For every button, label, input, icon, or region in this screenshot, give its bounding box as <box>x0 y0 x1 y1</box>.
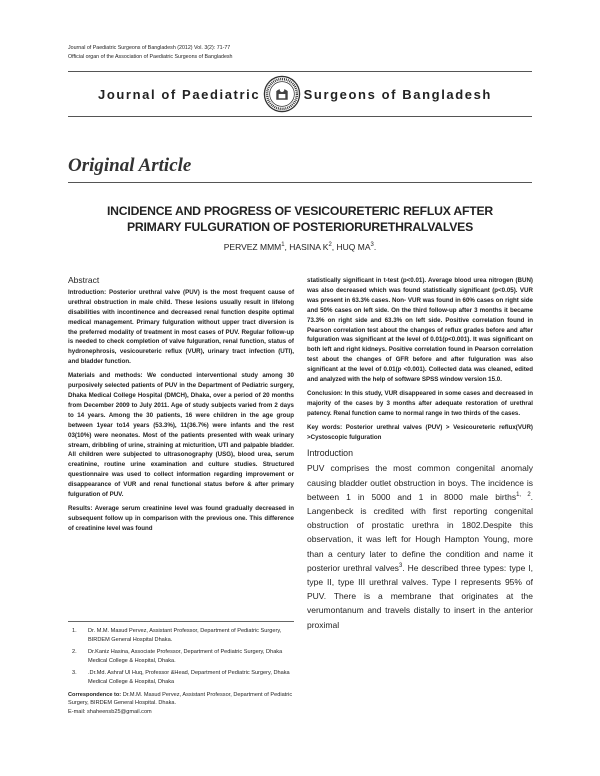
correspondence <box>68 691 294 708</box>
keywords-text: Posterior urethral valves (PUV) > Vesicoureteric reflux(VUR) >Cystoscopic fulguration <box>307 423 533 441</box>
results-text: Average serum creatinine level was found gradually decreased in subsequent follow up in comparison with the previous one. This difference of creatinine level was found <box>68 504 294 532</box>
intro-part-2: . Langenbeck is credited with first reporting congenital obstruction of prostatic urethra in 1802.Despite this observation, it was left for Hough Hampton Young, more than a century later to define the condition and name it posterior urethral valves <box>307 491 533 573</box>
intro-part-1: PUV comprises the most common congenital anomaly causing bladder outlet obstruction in boys. The incidence is between 1 in 5000 and 1 in 8000 male births <box>307 463 533 502</box>
abstract-keywords <box>307 423 533 443</box>
abstract-results <box>68 504 294 534</box>
abstract-methods <box>68 371 294 500</box>
methods-text: We conducted interventional study among 30 purposively selected patients of PUV in the Department of Pediatric surgery, Dhaka Medical College Hospital (DMCH), Dhaka, over a period of 20 months from December 2009 to July 2011. Age of study subjects varied from 2 days to 14 years. Among the 30 patients, 16 were children in the age group between 1year to14 years (53.3%), 11(36.7%) were infants and the rest 03(10%) were neonates. Most of the patients presented with weak urinary stream, dribbling of urine, straining at micturition, UTI and palpable bladder. All children were subjected to ultrasonography (USG), blood urea, serum creatinine, routine urine examination and culture studies. Structured questionnaire was used to collect information regarding improvement or disappearance of VUR and renal functional status before & after primary fulguration of PUV. <box>68 372 294 499</box>
title-line-1: INCIDENCE AND PROGRESS OF VESICOURETERIC REFLUX AFTER <box>107 204 493 218</box>
footnote-text: .Dr.Md. Ashraf Ul Huq, Professor &Head, Department of Pediatric Surgery, Dhaka Medical College & Hospital, Dhaka <box>88 670 290 685</box>
footnote-text: Dr. M.M. Masud Pervez, Assistant Professor, Department of Pediatric Surgery, BIRDEM General Hospital Dhaka. <box>88 628 282 643</box>
author-2-affiliation: 2 <box>328 242 332 249</box>
results-label: Results: <box>68 504 93 512</box>
journal-citation: Journal of Paediatric Surgeons of Bangladesh (2012) Vol. 3(2): 71-77 <box>68 45 231 51</box>
author-list-end: . <box>373 242 377 252</box>
correspondence-label: Correspondence to: <box>68 691 122 698</box>
society-seal-icon <box>263 75 301 113</box>
abstract-results-continued: statistically significant in t-test (p<0.01). Average blood urea nitrogen (BUN) was also decreased which was found statistically significant (p<0.05). VUR was present in 63.3% cases. Non- VUR was found in 60% cases on right side and 50% cases on left side. On the third follow-up after 3 months it became 73.3% on right side and 63.3% on left side. Positive correlation found in Pearson correlation test about the changes of reflux grades before and after fulguration was significant at the level of 0.01(p<0.001). It was significant on both left and right kidneys. Positive correlation found in Pearson correlation test about the changes of GFR before and after fulguration was also significant at the level of 0.01(p <0.001). Collected data was cleaned, edited and analyzed with the help of software SPSS window version 15.0. <box>307 277 533 384</box>
left-column <box>68 276 294 534</box>
banner-title-right: Surgeons of Bangladesh <box>303 86 492 102</box>
title-line-2: PRIMARY FULGURATION OF POSTERIORURETHRALVALVES <box>126 220 474 234</box>
article-title <box>68 203 532 235</box>
citation-ref-1: 1, 2 <box>516 491 531 498</box>
journal-organ: Official organ of the Association of Paediatric Surgeons of Bangladesh <box>68 54 233 60</box>
conclusion-label: Conclusion: <box>307 389 343 397</box>
author-3-affiliation: 3 <box>370 242 374 249</box>
journal-banner <box>68 71 532 117</box>
citation-ref-2: 3 <box>398 563 403 569</box>
intro-label: Introduction: <box>68 288 107 296</box>
abstract-introduction <box>68 288 294 367</box>
header-divider <box>68 182 532 183</box>
methods-label: Materials and methods: <box>68 372 143 380</box>
footnote-number: 1. <box>72 628 77 634</box>
author-1-affiliation: 1 <box>281 242 285 249</box>
author-2: , HASINA K <box>284 242 329 252</box>
introduction-heading: Introduction <box>307 447 353 458</box>
intro-text: Posterior urethral valve (PUV) is the most frequent cause of urethral obstruction in male child. These lesions usually result in lifelong disabilities with incontinence and decreased renal function despite optimal medical management. Primary fulguration without upper tract diversion is the preferred modality of treatment in most cases of PUV. Regular follow-up is needed to check completion of valve fulguration, renal function, status of hydronephrosis, vesicoureteric reflux (VUR), urinary tract infection (UTI), and bladder function. <box>68 288 294 366</box>
abstract-heading: Abstract <box>68 275 100 285</box>
author-list <box>68 242 532 252</box>
footnote-item <box>68 648 294 665</box>
journal-info <box>68 44 233 62</box>
footnote-item <box>68 669 294 686</box>
keywords-label: Key words: <box>307 423 343 431</box>
affiliation-list <box>68 627 294 687</box>
footnote-item <box>68 627 294 644</box>
intro-part-3: . He described three types: type I, type II, type III urethral valves. Type I represents 95% of PUV. There is a membrane that originates at the verumontanum and travels distally to insert in the anterior proximal <box>307 562 533 630</box>
footnote-divider <box>68 621 294 622</box>
banner-title-left: Journal of Paediatric <box>98 86 261 102</box>
correspondence-email: E-mail: shaheensb25@gmail.com <box>68 708 152 715</box>
footnotes <box>68 627 294 716</box>
author-3: , HUQ MA <box>331 242 371 252</box>
footnote-text: Dr.Kaniz Hasina, Associate Professor, Department of Pediatric Surgery, Dhaka Medical College & Hospital, Dhaka. <box>88 649 283 664</box>
correspondence-text: Dr.M.M. Masud Pervez, Assistant Professor, Department of Pediatric Surgery, BIRDEM General Hospital. Dhaka. <box>68 691 293 707</box>
right-column <box>307 276 533 632</box>
introduction-body <box>307 461 533 631</box>
footnote-number: 3. <box>72 670 77 677</box>
author-1: PERVEZ MMM <box>223 242 282 252</box>
abstract-conclusion <box>307 389 533 419</box>
conclusion-text: In this study, VUR disappeared in some cases and decreased in majority of the cases by 3 months after adequate restoration of urethral patency. Renal function came to normal range in two thirds of the cases. <box>307 389 533 417</box>
article-type: Original Article <box>68 155 192 176</box>
footnote-number: 2. <box>72 649 77 656</box>
